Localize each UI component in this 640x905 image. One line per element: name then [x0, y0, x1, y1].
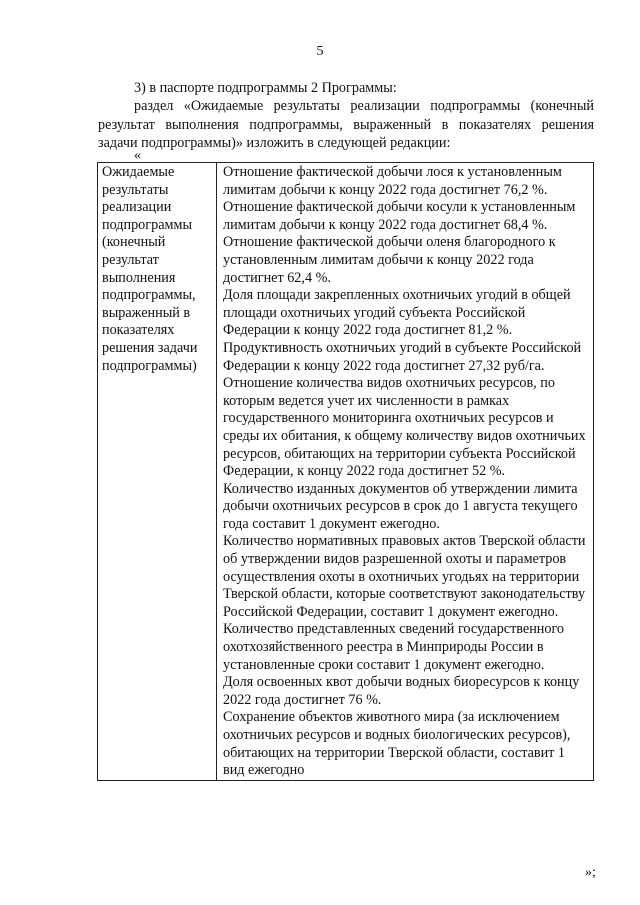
expected-results-label: Ожидаемые результаты реализации подпрограммы (конечный результат выполнения подпрограммы, выраженный в показателях решения задачи подпрограммы) [98, 163, 217, 781]
result-item-wildlife-preservation: Сохранение объектов животного мира (за исключением охотничьих ресурсов и водных биологических ресурсов), обитающих на территории Тверской области, составит 1 вид ежегодно [223, 709, 571, 779]
result-item-registry-reports: Количество представленных сведений государственного охотхозяйственного реестра в Минприроды России в установленные сроки составит 1 документ ежегодно. [223, 621, 565, 673]
result-item-moose: Отношение фактической добычи лося к установленным лимитам добычи к концу 2022 года достигнет 76,2 %. [223, 164, 562, 198]
page-number: 5 [316, 44, 324, 59]
result-item-hunting-productivity: Продуктивность охотничьих угодий в субъекте Российской Федерации к концу 2022 года достигнет 27,32 руб/га. [223, 339, 582, 374]
table-row [98, 163, 594, 781]
closing-quote: »; [585, 865, 596, 880]
result-item-species-monitoring: Отношение количества видов охотничьих ресурсов, по которым ведется учет их численности в рамках государственного мониторинга охотничьих ресурсов и среды их обитания, к общему количеству видов охотничьих ресурсов, обитающих на территории субъекта Российской Федерации, к концу 2022 года достигнет 52 %. [223, 375, 586, 480]
passport-table [97, 162, 594, 781]
opening-quote: « [134, 148, 141, 163]
result-item-red-deer: Отношение фактической добычи оленя благородного к установленным лимитам добычи к концу 2022 года достигнет 62,4 %. [223, 234, 556, 286]
result-item-limit-documents: Количество изданных документов об утверждении лимита добычи охотничьих ресурсов в срок до 1 августа текущего года составит 1 документ ежегодно. [223, 480, 578, 532]
amendment-item-heading: 3) в паспорте подпрограммы 2 Программы: [134, 80, 397, 96]
result-item-roe-deer: Отношение фактической добычи косули к установленным лимитам добычи к концу 2022 года достигнет 68,4 %. [223, 199, 576, 233]
expected-results-list [217, 163, 594, 781]
result-item-assigned-hunting-area: Доля площади закрепленных охотничьих угодий в общей площади охотничьих угодий субъекта Российской Федерации к концу 2022 года достигнет 81,2 %. [223, 287, 571, 339]
result-item-aquatic-quotas: Доля освоенных квот добычи водных биоресурсов к концу 2022 года достигнет 76 %. [223, 674, 580, 708]
result-item-regulatory-acts: Количество нормативных правовых актов Тверской области об утверждении видов разрешенной охоты и параметров осуществления охоты в охотничьих угодьях на территории Тверской области, которые соответствуют законодательству Российской Федерации, составит 1 документ ежегодно. [223, 533, 586, 620]
amendment-instruction: раздел «Ожидаемые результаты реализации подпрограммы (конечный результат выполнения подпрограммы, выраженный в показателях решения задачи подпрограммы)» изложить в следующей редакции: [98, 98, 594, 151]
